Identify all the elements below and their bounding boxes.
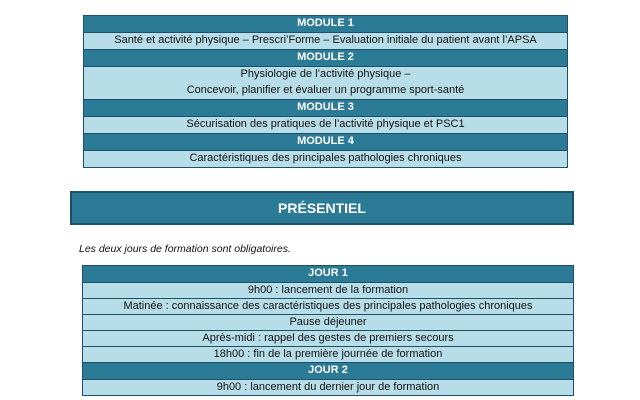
module-2-line-1: Physiologie de l’activité physique – [240, 68, 411, 80]
days-table [82, 265, 574, 396]
day-1-row: 9h00 : lancement de la formation [83, 283, 573, 299]
module-3-content [84, 117, 567, 134]
module-3-header: MODULE 3 [84, 100, 567, 117]
modules-table [83, 15, 568, 168]
module-4-content [84, 151, 567, 167]
presentiel-banner: PRÉSENTIEL [70, 191, 574, 225]
module-2-header: MODULE 2 [84, 50, 567, 67]
day-1-row: Pause déjeuner [83, 315, 573, 331]
module-2-content [84, 67, 567, 100]
module-1-header: MODULE 1 [84, 16, 567, 33]
module-3-line-1: Sécurisation des pratiques de l’activité physique et PSC1 [186, 118, 465, 130]
mandatory-note: Les deux jours de formation sont obligatoires. [79, 243, 291, 255]
module-1-content [84, 33, 567, 50]
day-1-row: 18h00 : fin de la première journée de formation [83, 347, 573, 363]
module-1-line-1: Santé et activité physique – Prescri’Forme – Evaluation initiale du patient avant l’APSA [114, 34, 537, 46]
module-2-line-2: Concevoir, planifier et évaluer un programme sport-santé [186, 84, 465, 96]
module-4-line-1: Caractéristiques des principales pathologies chroniques [189, 152, 462, 164]
day-2-row: 9h00 : lancement du dernier jour de formation [83, 380, 573, 395]
day-2-header: JOUR 2 [83, 363, 573, 380]
module-4-header: MODULE 4 [84, 134, 567, 151]
day-1-header: JOUR 1 [83, 266, 573, 283]
day-1-row: Matinée : connaissance des caractéristiques des principales pathologies chroniques [83, 299, 573, 315]
day-1-row: Après-midi : rappel des gestes de premiers secours [83, 331, 573, 347]
